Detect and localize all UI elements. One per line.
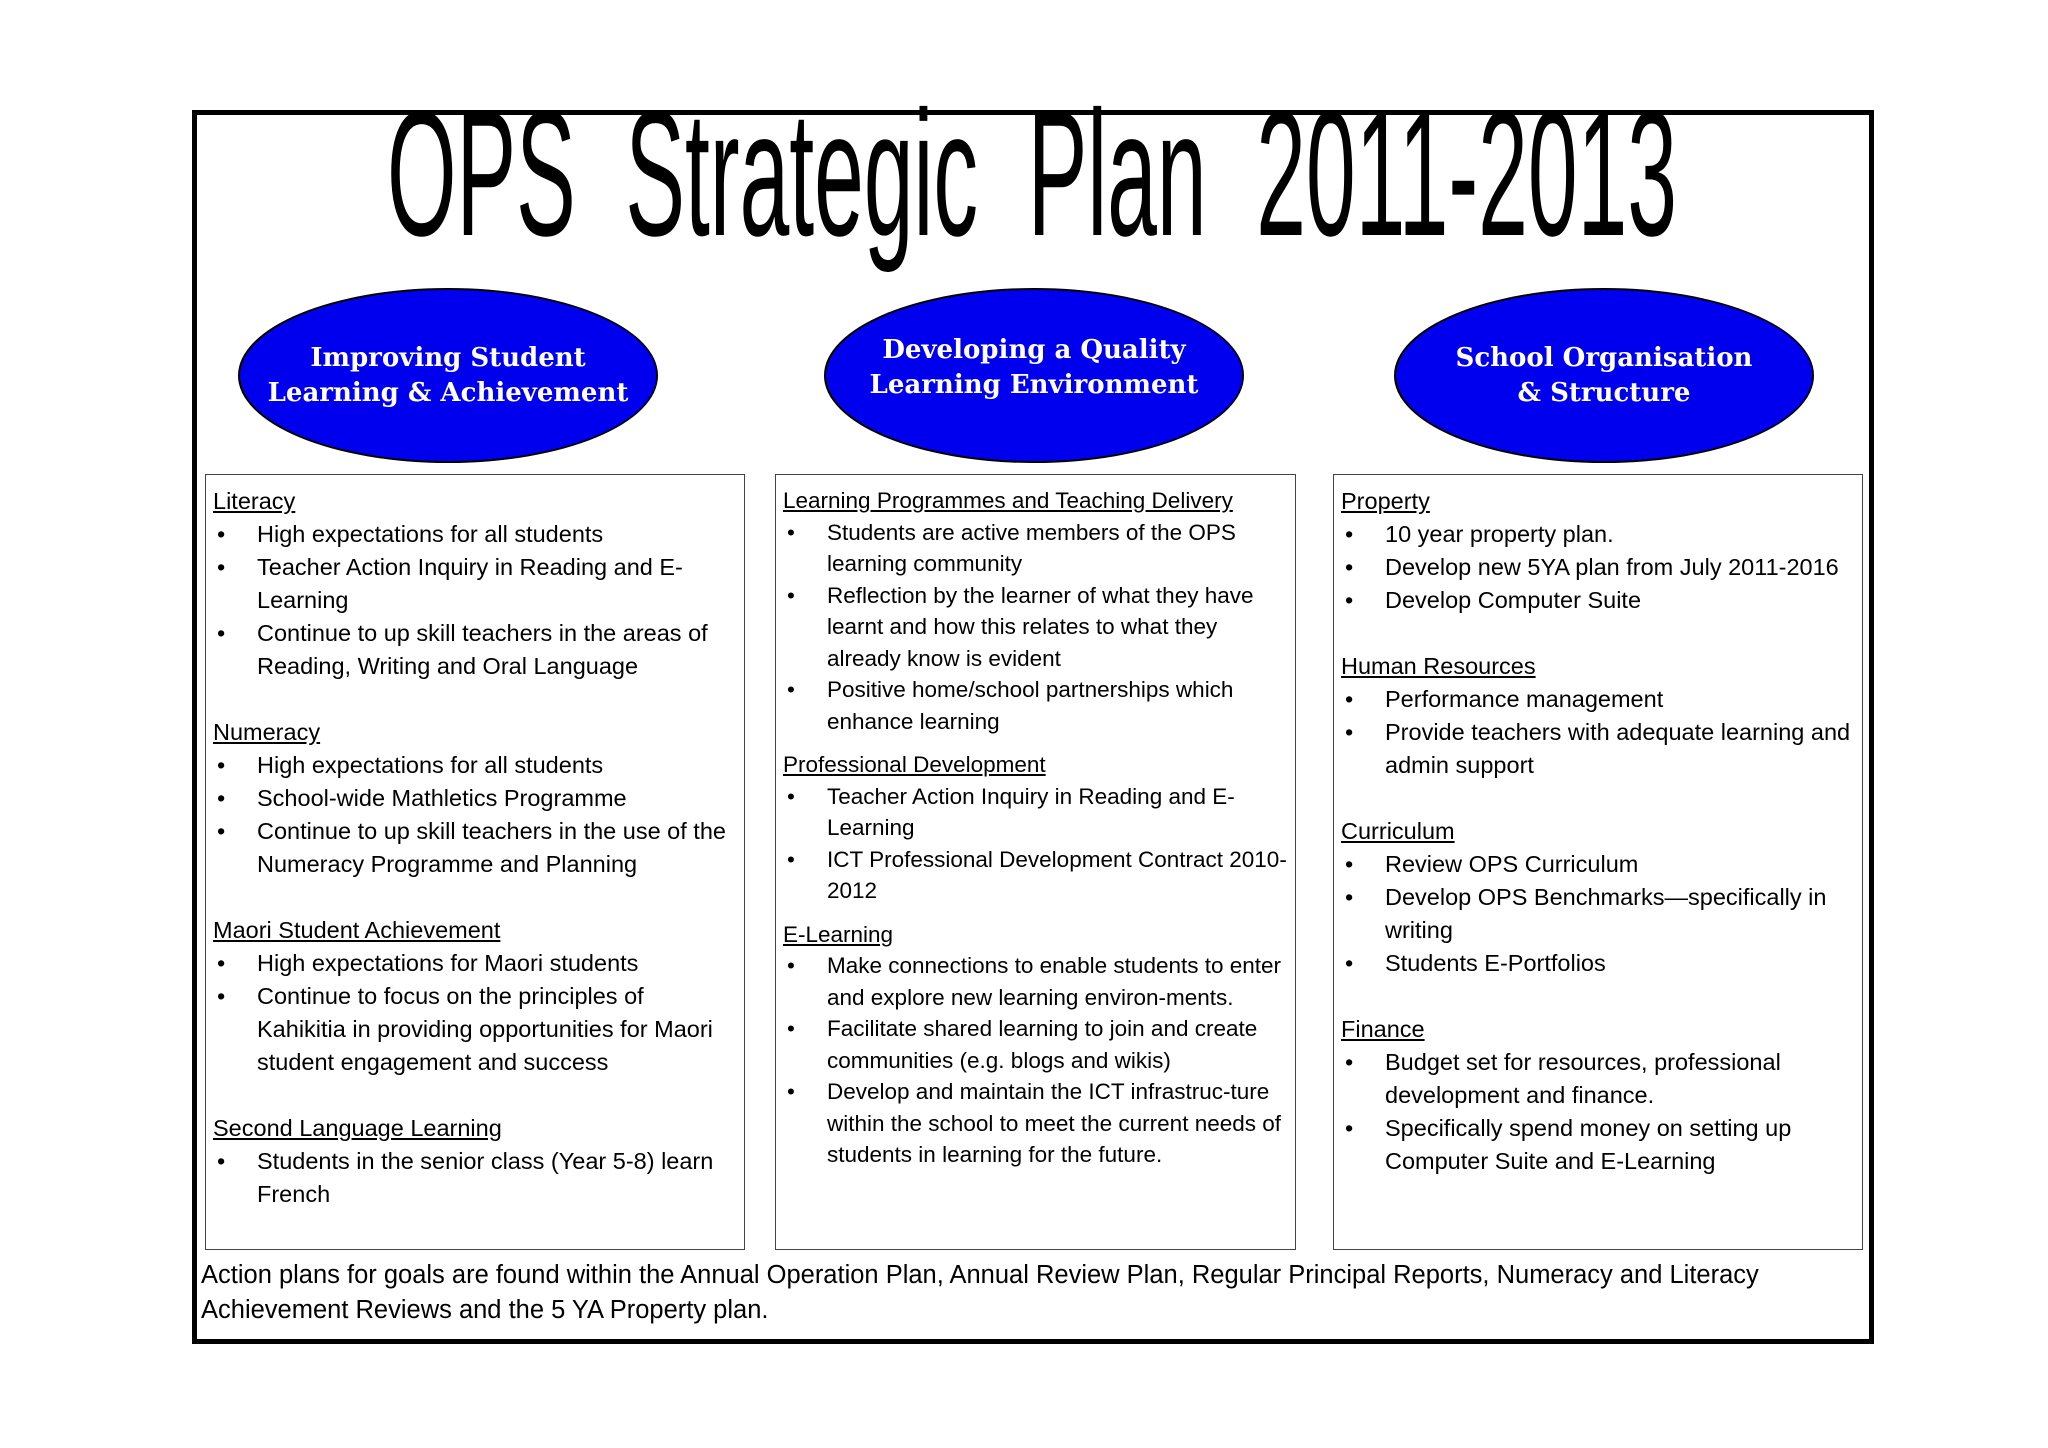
section-heading-maori: Maori Student Achievement bbox=[213, 917, 501, 943]
section-heading-numeracy: Numeracy bbox=[213, 719, 321, 745]
goal-label-line: Developing a Quality bbox=[882, 334, 1186, 365]
list-item: • Positive home/school partnerships which enhance learning bbox=[783, 674, 1289, 737]
list-item: • Develop new 5YA plan from July 2011-2016 bbox=[1341, 551, 1856, 584]
list-item: • School-wide Mathletics Programme bbox=[213, 782, 738, 815]
column-student-learning bbox=[205, 474, 745, 1250]
list-item: • Budget set for resources, professional development and finance. bbox=[1341, 1046, 1856, 1112]
goal-label-line: Improving Student bbox=[310, 342, 586, 373]
maori-list bbox=[213, 947, 738, 1079]
list-item: • Review OPS Curriculum bbox=[1341, 848, 1856, 881]
list-item: • Make connections to enable students to enter and explore new learning environ-ments. bbox=[783, 950, 1289, 1013]
list-item: • High expectations for Maori students bbox=[213, 947, 738, 980]
property-list bbox=[1341, 518, 1856, 617]
programmes-list bbox=[783, 517, 1289, 738]
goal-label-line: Learning & Achievement bbox=[267, 377, 629, 408]
list-item: • ICT Professional Development Contract 2010-2012 bbox=[783, 844, 1289, 907]
goal-ellipse-student-learning bbox=[238, 288, 658, 463]
page-title: OPS Strategic Plan 2011-2013 bbox=[386, 75, 1677, 274]
human-resources-list bbox=[1341, 683, 1856, 782]
list-item: • Students E-Portfolios bbox=[1341, 947, 1856, 980]
list-item: • Performance management bbox=[1341, 683, 1856, 716]
column-school-organisation bbox=[1333, 474, 1863, 1250]
numeracy-list bbox=[213, 749, 738, 881]
section-heading-human-resources: Human Resources bbox=[1341, 653, 1536, 679]
goal-ellipse-school-organisation bbox=[1394, 288, 1814, 463]
section-heading-curriculum: Curriculum bbox=[1341, 818, 1455, 844]
section-heading-finance: Finance bbox=[1341, 1016, 1425, 1042]
list-item: • Develop Computer Suite bbox=[1341, 584, 1856, 617]
goal-label-line: Learning Environment bbox=[869, 369, 1199, 400]
list-item: • Facilitate shared learning to join and create communities (e.g. blogs and wikis) bbox=[783, 1013, 1289, 1076]
list-item: • High expectations for all students bbox=[213, 749, 738, 782]
list-item: • Develop and maintain the ICT infrastruc-ture within the school to meet the current needs of students in learning for the future. bbox=[783, 1076, 1289, 1171]
section-heading-literacy: Literacy bbox=[213, 488, 296, 514]
goal-ellipse-learning-environment bbox=[824, 288, 1244, 463]
list-item: • Continue to up skill teachers in the use of the Numeracy Programme and Planning bbox=[213, 815, 738, 881]
section-heading-elearning: E-Learning bbox=[783, 921, 894, 947]
section-heading-programmes: Learning Programmes and Teaching Delivery bbox=[783, 488, 1233, 513]
list-item: • Continue to focus on the principles of Kahikitia in providing opportunities for Maori student engagement and success bbox=[213, 980, 738, 1079]
professional-development-list bbox=[783, 781, 1289, 907]
finance-list bbox=[1341, 1046, 1856, 1178]
section-heading-professional-development: Professional Development bbox=[783, 752, 1046, 777]
list-item: • High expectations for all students bbox=[213, 518, 738, 551]
list-item: • 10 year property plan. bbox=[1341, 518, 1856, 551]
goal-label-line: School Organisation bbox=[1455, 342, 1753, 373]
second-language-list bbox=[213, 1145, 738, 1211]
column-learning-environment bbox=[775, 474, 1296, 1250]
list-item: • Teacher Action Inquiry in Reading and E-Learning bbox=[213, 551, 738, 617]
list-item: • Students in the senior class (Year 5-8) learn French bbox=[213, 1145, 738, 1211]
literacy-list bbox=[213, 518, 738, 683]
goal-label-line: & Structure bbox=[1517, 377, 1691, 408]
list-item: • Develop OPS Benchmarks—specifically in writing bbox=[1341, 881, 1856, 947]
section-heading-property: Property bbox=[1341, 488, 1430, 514]
list-item: • Continue to up skill teachers in the areas of Reading, Writing and Oral Language bbox=[213, 617, 738, 683]
list-item: • Teacher Action Inquiry in Reading and E-Learning bbox=[783, 781, 1289, 844]
footer-note: Action plans for goals are found within the Annual Operation Plan, Annual Review Plan, Regular Principal Reports, Numeracy and Literacy Achievement Reviews and the 5 YA Property plan. bbox=[201, 1261, 1759, 1324]
list-item: • Reflection by the learner of what they have learnt and how this relates to what they already know is evident bbox=[783, 580, 1289, 675]
curriculum-list bbox=[1341, 848, 1856, 980]
list-item: • Specifically spend money on setting up Computer Suite and E-Learning bbox=[1341, 1112, 1856, 1178]
elearning-list bbox=[783, 950, 1289, 1171]
list-item: • Students are active members of the OPS learning community bbox=[783, 517, 1289, 580]
list-item: • Provide teachers with adequate learning and admin support bbox=[1341, 716, 1856, 782]
section-heading-second-language: Second Language Learning bbox=[213, 1115, 502, 1141]
